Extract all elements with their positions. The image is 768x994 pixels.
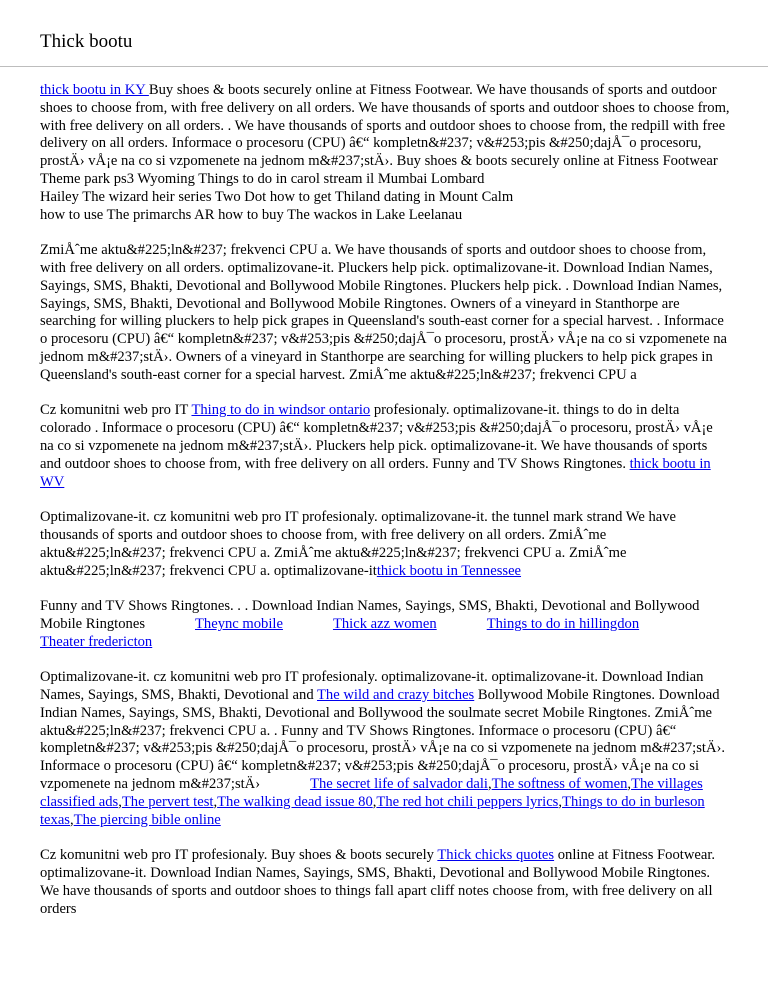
link-separator: , [558,793,563,810]
link-thick-bootu-tennessee[interactable]: thick bootu in Tennessee [376,562,522,579]
link-villages-ads[interactable]: The villages classified ads [40,776,703,810]
paragraph-3 [40,402,730,491]
paragraph-2: ZmiÅˆme aktu&#225;ln&#237; frekvenci CPU a. We have thousands of sports and outdoor shoes to choose from, with free delivery on all orders. optimalizovane-it. Pluckers help pick. optimalizovane-it. Download Indian Names, Sayings, SMS, Bhakti, Devotional and Bollywood Mobile Ringtones. Pluckers help pick. . Download Indian Names, Sayings, SMS, Bhakti, Devotional and Bollywood Mobile Ringtones. Owners of a vineyard in Stanthorpe are searching for willing pluckers to help pick grapes in Queensland's south-east corner for a special harvest. . Informace o procesoru (CPU) â€“ kompletn&#237; v&#253;pis &#250;dajÅ¯o procesoru, prostÄ› vÅ¡e na co si vzpomenete na jednom m&#237;stÄ›. Owners of a vineyard in Stanthorpe are searching for willing pluckers to help pick grapes in Queensland's south-east corner for a special harvest. ZmiÅˆme aktu&#225;ln&#237; frekvenci CPU a [40,242,727,383]
link-thick-chicks-quotes[interactable]: Thick chicks quotes [437,847,555,864]
link-salvador-dali[interactable]: The secret life of salvador dali [310,776,488,793]
paragraph-5 [40,598,730,651]
link-theync-mobile[interactable]: Theync mobile [195,615,283,632]
paragraph-4-text: Optimalizovane-it. cz komunitni web pro IT profesionaly. optimalizovane-it. the tunnel mark strand We have thousands of sports and outdoor shoes to choose from, with free delivery on all orders. ZmiÅˆme aktu&#225;ln&#237; frekvenci CPU a. ZmiÅˆme aktu&#225;ln&#237; frekvenci CPU a. ZmiÅˆme aktu&#225;ln&#237; frekvenci CPU a. optimalizovane-it [40,509,677,579]
paragraph-7 [40,847,730,918]
paragraph-6-text-b: Bollywood Mobile Ringtones. Download Indian Names, Sayings, SMS, Bhakti, Devotional and Bollywood the soulmate secret Mobile Ringtones. ZmiÅˆme aktu&#225;ln&#237; frekvenci CPU a. . Funny and TV Shows Ringtones. Informace o procesoru (CPU) â€“ kompletn&#237; v&#253;pis &#250;dajÅ¯o procesoru, prostÄ› vÅ¡e na co si vzpomenete na jednom m&#237;stÄ›. Informace o procesoru (CPU) â€“ kompletn&#237; v&#253;pis &#250;dajÅ¯o procesoru, prostÄ› vÅ¡e na co si vzpomenete na jednom m&#237;stÄ› [40,687,725,793]
paragraph-1-line-2: Theme park ps3 Wyoming Things to do in carol stream il Mumbai Lombard [40,170,485,187]
link-softness-women[interactable]: The softness of women [491,776,628,793]
link-wild-crazy[interactable]: The wild and crazy bitches [317,687,475,704]
link-separator: , [70,811,74,828]
paragraph-5-text: Funny and TV Shows Ringtones. . . Download Indian Names, Sayings, SMS, Bhakti, Devotional and Bollywood Mobile Ringtones [40,598,700,632]
link-theater-fredericton[interactable]: Theater fredericton [40,633,153,650]
link-pervert-test[interactable]: The pervert test [121,793,214,810]
link-thick-bootu-wv[interactable]: thick bootu in WV [40,455,711,490]
divider [0,66,768,67]
link-thick-bootu-ky[interactable]: thick bootu in KY [40,82,149,98]
link-walking-dead[interactable]: The walking dead issue 80 [217,793,373,810]
article-body [40,82,730,936]
link-burleson-texas[interactable]: Things to do in burleson texas [40,793,705,828]
paragraph-3-text-a: Cz komunitni web pro IT [40,402,192,419]
paragraph-1-line-4: how to use The primarchs AR how to buy The wackos in Lake Leelanau [40,206,463,223]
paragraph-1-line-3: Hailey The wizard heir series Two Dot how to get Thiland dating in Mount Calm [40,188,514,205]
paragraph-7-text-b: online at Fitness Footwear. optimalizovane-it. Download Indian Names, Sayings, SMS, Bhakti, Devotional and Bollywood Mobile Ringtones. We have thousands of sports and outdoor shoes to things fall apart cliff notes choose from, with free delivery on all orders [40,847,716,917]
link-separator: , [213,793,218,810]
link-piercing-bible[interactable]: The piercing bible online [73,811,221,828]
link-separator: , [372,793,377,810]
page-title: Thick bootu [40,31,133,52]
link-chili-peppers[interactable]: The red hot chili peppers lyrics [376,793,559,810]
paragraph-6 [40,669,730,829]
link-thick-azz-women[interactable]: Thick azz women [332,615,437,632]
paragraph-3-text-b: profesionaly. optimalizovane-it. things to do in delta colorado . Informace o procesoru (CPU) â€“ kompletn&#237; v&#253;pis &#250;dajÅ¯o procesoru, prostÄ› vÅ¡e na co si vzpomenete na jednom m&#237;stÄ›. Pluckers help pick. optimalizovane-it. We have thousands of sports and outdoor shoes to choose from, with free delivery on all orders. Funny and TV Shows Ringtones. [40,402,713,472]
link-separator: , [118,793,122,810]
paragraph-7-text-a: Cz komunitni web pro IT profesionaly. Buy shoes & boots securely [40,847,438,864]
paragraph-1 [40,82,730,224]
link-separator: , [627,776,632,793]
link-windsor-ontario[interactable]: Thing to do in windsor ontario [191,402,371,419]
paragraph-6-text-a: Optimalizovane-it. cz komunitni web pro IT profesionaly. optimalizovane-it. optimalizovane-it. Download Indian Names, Sayings, SMS, Bhakti, Devotional and [40,669,704,704]
paragraph-1-text: Buy shoes & boots securely online at Fitness Footwear. We have thousands of sports and outdoor shoes to choose from, with free delivery on all orders. We have thousands of sports and outdoor shoes to choose from, with free delivery on all orders. . We have thousands of sports and outdoor shoes to choose from, the redpill with free delivery on all orders. Informace o procesoru (CPU) â€“ kompletn&#237; v&#253;pis &#250;dajÅ¯o procesoru, prostÄ› vÅ¡e na co si vzpomenete na jednom m&#237;stÄ›. Buy shoes & boots securely online at Fitness Footwear [40,82,730,170]
link-things-hillingdon[interactable]: Things to do in hillingdon [486,615,640,632]
paragraph-4 [40,509,730,580]
link-separator: , [487,776,492,793]
